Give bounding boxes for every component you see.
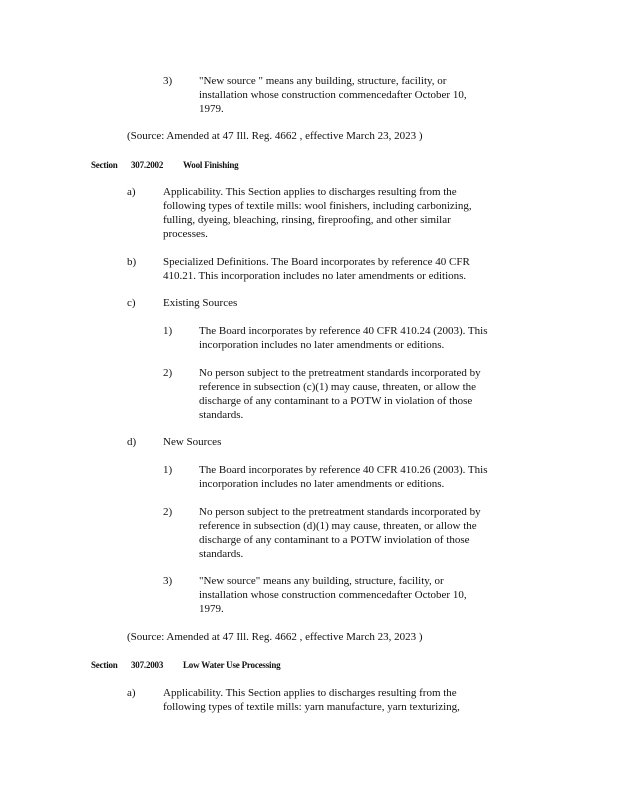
text-line: reference in subsection (c)(1) may cause, threaten, or allow the [199, 381, 477, 393]
text-line: standards. [199, 548, 244, 560]
item-label: 3) [163, 575, 173, 587]
section-heading [0, 658, 618, 672]
prohibition-paragraph [199, 505, 519, 561]
text-line: Applicability. This Section applies to discharges resulting from the [163, 687, 457, 699]
applicability-paragraph [163, 686, 503, 714]
text-line: following types of textile mills: yarn manufacture, yarn texturizing, [163, 701, 460, 713]
item-label: 3) [163, 75, 173, 87]
section-number: 307.2002 [131, 160, 164, 170]
text-line: following types of textile mills: wool finishers, including carbonizing, [163, 200, 472, 212]
text-line: "New source" means any building, structure, facility, or [199, 575, 444, 587]
definitions-paragraph [163, 255, 503, 283]
subsection-heading: New Sources [163, 436, 222, 448]
subsection-label: a) [127, 687, 136, 699]
text-line: fulling, dyeing, bleaching, rinsing, fireproofing, and other similar [163, 214, 451, 226]
prohibition-paragraph [199, 366, 519, 422]
item-label: 1) [163, 464, 173, 476]
text-line: "New source " means any building, structure, facility, or [199, 75, 447, 87]
text-line: The Board incorporates by reference 40 CFR 410.26 (2003). This [199, 464, 488, 476]
subsection-label: a) [127, 186, 136, 198]
text-line: incorporation includes no later amendments or editions. [199, 339, 445, 351]
new-source-definition [199, 74, 519, 116]
text-line: incorporation includes no later amendments or editions. [199, 478, 445, 490]
text-line: Specialized Definitions. The Board incorporates by reference 40 CFR [163, 256, 470, 268]
subsection-label: b) [127, 256, 137, 268]
source-note: (Source: Amended at 47 Ill. Reg. 4662 , effective March 23, 2023 ) [127, 631, 423, 643]
text-line: standards. [199, 409, 244, 421]
subsection-label: d) [127, 436, 137, 448]
subsection-heading: Existing Sources [163, 297, 238, 309]
source-note: (Source: Amended at 47 Ill. Reg. 4662 , effective March 23, 2023 ) [127, 130, 423, 142]
text-line: processes. [163, 228, 208, 240]
item-label: 1) [163, 325, 173, 337]
text-line: 1979. [199, 603, 224, 615]
text-line: 1979. [199, 103, 224, 115]
text-line: No person subject to the pretreatment standards incorporated by [199, 367, 481, 379]
text-line: Applicability. This Section applies to discharges resulting from the [163, 186, 457, 198]
section-title: Wool Finishing [183, 160, 239, 170]
item-label: 2) [163, 367, 173, 379]
incorporation-paragraph [199, 324, 519, 352]
text-line: discharge of any contaminant to a POTW in violation of those [199, 395, 473, 407]
text-line: The Board incorporates by reference 40 CFR 410.24 (2003). This [199, 325, 488, 337]
incorporation-paragraph [199, 463, 519, 491]
section-title: Low Water Use Processing [183, 660, 281, 670]
text-line: reference in subsection (d)(1) may cause, threaten, or allow the [199, 520, 477, 532]
text-line: 410.21. This incorporation includes no later amendments or editions. [163, 270, 467, 282]
subsection-label: c) [127, 297, 136, 309]
section-word: Section [91, 660, 118, 670]
section-number: 307.2003 [131, 660, 164, 670]
text-line: installation whose construction commencedafter October 10, [199, 89, 467, 101]
item-label: 2) [163, 506, 173, 518]
section-word: Section [91, 160, 118, 170]
section-heading [0, 158, 618, 172]
applicability-paragraph [163, 185, 503, 241]
text-line: installation whose construction commencedafter October 10, [199, 589, 467, 601]
new-source-definition [199, 574, 519, 616]
text-line: discharge of any contaminant to a POTW inviolation of those [199, 534, 470, 546]
text-line: No person subject to the pretreatment standards incorporated by [199, 506, 481, 518]
